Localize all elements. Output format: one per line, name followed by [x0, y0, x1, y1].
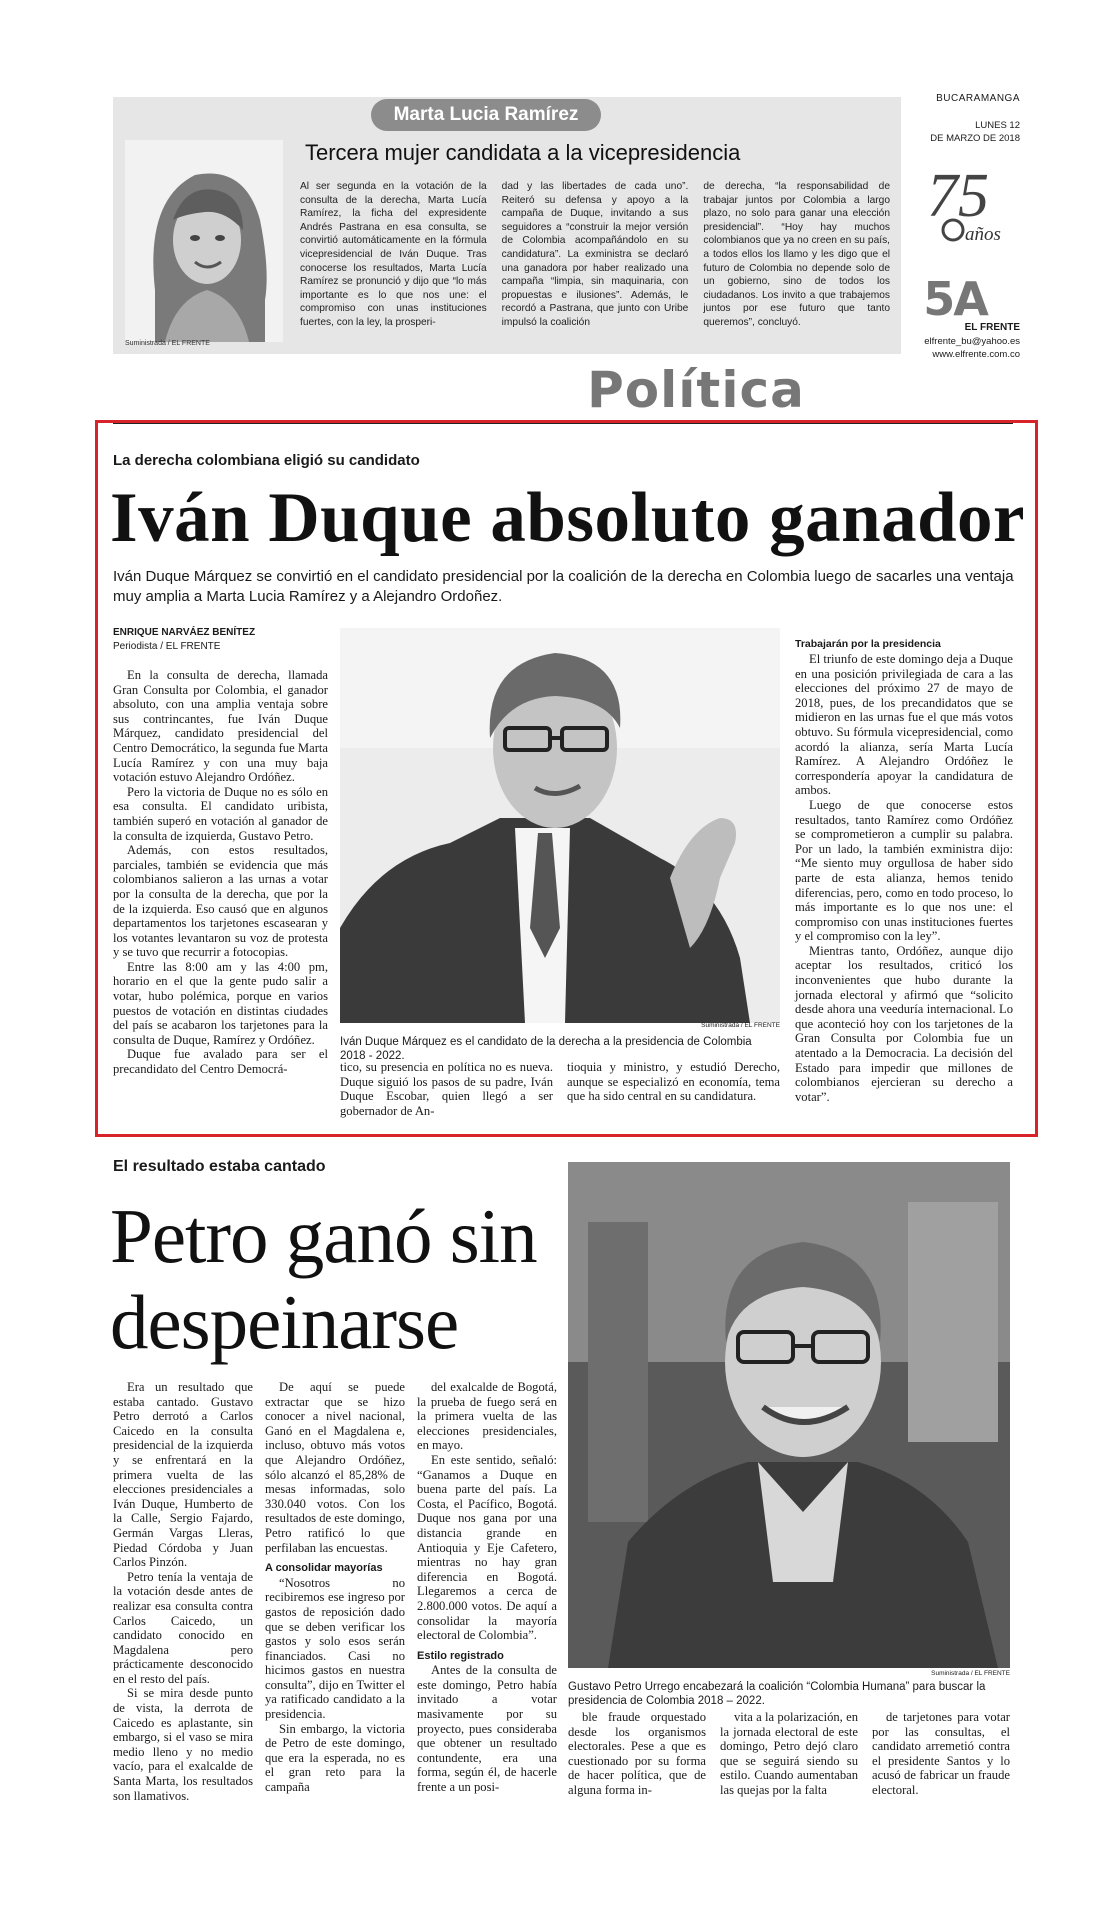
sidebar-name-tag: Marta Lucia Ramírez [371, 99, 601, 131]
paragraph: “Nosotros no recibiremos ese ingreso por gastos de reposición dado que se deben verificar los gastos y solo esos serán financiados. Casi no hicimos gastos en nuestra consulta”, dijo en Twitter el ya ratificado candidato a la presidencia. [265, 1575, 405, 1722]
petro-headline: Petro ganó sin despeinarse [110, 1193, 537, 1365]
masthead-date-day: LUNES 12 [975, 120, 1020, 131]
duque-bottom-columns [340, 1060, 780, 1120]
duque-lead: Iván Duque Márquez se convirtió en el candidato presidencial por la coalición de la derecha en Colombia luego de sacarles una ventaja muy amplia a Marta Lucia Ramírez y a Alejandro Ordoñez. [113, 568, 1014, 605]
page-number: 5A [923, 272, 987, 326]
sidebar-photo-credit: Suministrada / EL FRENTE [125, 340, 210, 347]
paragraph: tioquia y ministro, y estudió Derecho, aunque se especializó en economía, tema que ha sido central en su candidatura. [567, 1060, 780, 1104]
paragraph: tico, su presencia en política no es nueva. Duque siguió los pasos de su padre, Iván Duque Escobar, quien llegó a ser gobernador de An- [340, 1060, 553, 1118]
paragraph: En la consulta de derecha, llamada Gran Consulta por Colombia, el ganador absoluto, con una amplia ventaja sobre sus contrincantes, fue Iván Duque Márquez, candidato presidencial del Centro Democrático, la segunda fue Marta Lucía Ramírez y con una muy baja votación estuvo Alejandro Ordóñez. [113, 668, 328, 785]
sidebar-col-1: Al ser segunda en la votación de la consulta de la derecha, Marta Lucía Ramírez, la ficha del expresidente Andrés Pastrana en esa consulta, se convirtió automáticamente en la fórmula vicepresidencial de Iván Duque. Tras conocerse los resultados, Marta Lucía Ramírez se pronunció y dijo que “lo más importante es lo que nos une: el compromiso con unas instituciones fuertes, con la ley, la prosperi- [300, 181, 487, 328]
petro-subhead-2: Estilo registrado [417, 1649, 504, 1662]
duque-column-4 [795, 652, 1013, 1117]
duque-photo-credit: Suministrada / EL FRENTE [701, 1022, 780, 1029]
sidebar-headline: Tercera mujer candidata a la vicepresidencia [305, 140, 741, 165]
paragraph: Sin embargo, la victoria de Petro de este domingo, que era la esperada, no es el gran reto para la campaña [265, 1721, 405, 1795]
ivan-duque-photo [340, 628, 780, 1023]
paragraph: Mientras tanto, Ordóñez, aunque dijo aceptar los resultados, criticó los inconvenientes que hubo durante la jornada electoral y afirmó que “solicito desde ahora una veeduría internacional. Lo que aconteció hoy con los tarjetones de la Gran Consulta por Colombia fue un atentado a la Democracia. La decisión del Estado para impedir que millones de colombianos ejercieran su derecho a votar”. [795, 943, 1013, 1104]
petro-subhead-1: A consolidar mayorías [265, 1562, 383, 1575]
paragraph: De aquí se puede extractar que se hizo conocer a nivel nacional, Ganó en el Magdalena e, incluso, obtuvo más votos que Alejandro Ordóñez, sólo alcanzó el 85,28% de mesas informadas, solo 330.040 votos. Con los resultados de este domingo, Petro ratificó lo que perfilaban las encuestas. [265, 1380, 405, 1555]
marta-lucia-photo [125, 140, 283, 342]
sidebar-body [300, 180, 890, 345]
petro-photo-caption: Gustavo Petro Urrego encabezará la coalición “Colombia Humana” para buscar la presidencia de Colombia 2018 – 2022. [568, 1681, 986, 1707]
paper-website: www.elfrente.com.co [932, 349, 1020, 360]
gustavo-petro-photo [568, 1162, 1010, 1668]
paragraph: En este sentido, señaló: “Ganamos a Duque en buena parte del país. La Costa, el Pacífico, Bogotá. Duque nos gana por una distancia grande en Antioquia y Eje Cafetero, mientras no hay gran diferencia en Bogotá. Llegaremos a cerca de 2.800.000 votos. De aquí a consolidar la mayoría electoral de Colombia”. [417, 1452, 557, 1643]
anniversary-number: 75 [927, 162, 989, 230]
paragraph: Duque fue avalado para ser el precandidato del Centro Democrá- [113, 1047, 328, 1077]
petro-kicker: El resultado estaba cantado [113, 1158, 326, 1175]
masthead-city: BUCARAMANGA [936, 93, 1020, 104]
paper-email: elfrente_bu@yahoo.es [924, 336, 1020, 347]
paragraph: Entre las 8:00 am y las 4:00 pm, horario en el que la gente pudo salir a votar, hubo polémica, porque en varios puestos de votación en distintas ciudades del país se acabaron los tarjetones para la consulta de Duque, Ramírez y Ordóñez. [113, 959, 328, 1047]
petro-bottom-col-2 [720, 1710, 858, 1798]
paragraph: Era un resultado que estaba cantado. Gustavo Petro derrotó a Carlos Caicedo en la consulta presidencial de la izquierda y se enfrentará en la primera vuelta de las elecciones presidenciales a Iván Duque, Humberto de la Calle, Sergio Fajardo, Germán Vargas Lleras, Piedad Córdoba y Juan Carlos Pinzón. [113, 1380, 253, 1570]
paragraph: de tarjetones para votar por las consultas, el candidato arremetió contra el presidente Santos y lo acusó de fabricar un fraude electoral. [872, 1710, 1010, 1797]
petro-column-2 [265, 1380, 405, 1795]
duque-column-1 [113, 668, 328, 1113]
masthead-date-month: DE MARZO DE 2018 [930, 133, 1020, 144]
petro-bottom-col-3 [872, 1710, 1010, 1798]
paragraph: vita a la polarización, en la jornada electoral de este domingo, Petro dejó claro que se seguirá siendo su estilo. Cuando aumentaban las quejas por la falta [720, 1710, 858, 1797]
paragraph: El triunfo de este domingo deja a Duque en una posición privilegiada de cara a las elecciones del próximo 27 de mayo de 2018, pues, de los precandidatos que se midieron en las urnas fue el que más votos obtuvo. Su fórmula vicepresidencial, como acordó la alianza, sería Marta Lucía Ramírez. A Alejandro Ordóñez le correspondería apoyar la candidatura de ambos. [795, 652, 1013, 798]
paragraph: Si se mira desde punto de vista, la derrota de Caicedo es aplastante, sin embargo, si el vaso se mira medio lleno y no medio vacío, para el exalcalde de Santa Marta, los resultados son llamativos. [113, 1686, 253, 1803]
paragraph: Además, con estos resultados, parciales, también se evidencia que más colombianos salieron a las urnas a votar por la consulta de la derecha, que por la de la izquierda. Eso causó que en algunos departamentos los tarjetones escasearan y los votantes levantaron su voz de protesta y se tuvo que recurrir a fotocopias. [113, 843, 328, 960]
anniversary-75-logo [905, 158, 1025, 250]
petro-bottom-col-1 [568, 1710, 706, 1798]
sidebar-col-2: dad y las libertades de cada uno”. Reiteró su defensa y apoyo a la campaña de Duque, invitando a sus seguidores a “construir la mejor versión de Colombia acompañándolo en su candidatura”. La exministra se declaró una ganadora por haber realizado una campaña “limpia, sin maquinaria, con propuestas e ilusiones”. Además, le recordó a Pastrana, que junto con Uribe impulsó la coalición [501, 181, 689, 328]
duque-subhead: Trabajarán por la presidencia [795, 638, 941, 650]
byline-name: ENRIQUE NARVÁEZ BENÍTEZ [113, 627, 256, 638]
paragraph: Pero la victoria de Duque no es sólo en esa consulta. El candidato uribista, también superó en votación al ganador de la consulta de izquierda, Gustavo Petro. [113, 784, 328, 843]
petro-column-3 [417, 1380, 557, 1795]
paragraph: Antes de la consulta de este domingo, Petro había invitado a votar masivamente por su proyecto, pues consideraba que obtener un resultado contundente, era una forma, según él, de hacerle frente a un posi- [417, 1663, 557, 1795]
paragraph: del exalcalde de Bogotá, la prueba de fuego será en la primera vuelta de las elecciones presidenciales, en mayo. [417, 1380, 557, 1453]
byline-role: Periodista / EL FRENTE [113, 641, 221, 652]
sidebar-col-3: de derecha, “la responsabilidad de trabajar juntos por Colombia a largo plazo, no solo para ganar una elección presidencial”. “Hoy hay muchos colombianos que ya no creen en su país, a todos ellos los llamo y les digo que el futuro de Colombia no depende solo de un gobierno, sino de todos los ciudadanos. Los invito a que trabajemos juntos por ese futuro que tanto queremos”, concluyó. [703, 181, 891, 328]
duque-kicker: La derecha colombiana eligió su candidato [113, 452, 420, 469]
duque-headline: Iván Duque absoluto ganador [110, 479, 1026, 557]
paragraph: Petro tenía la ventaja de la votación desde antes de realizar esa consulta contra Carlos Caicedo, un candidato conocido en Magdalena pero prácticamente desconocido en el resto del país. [113, 1569, 253, 1686]
duque-photo-caption: Iván Duque Márquez es el candidato de la derecha a la presidencia de Colombia 2018 - 2022. [340, 1036, 752, 1062]
paragraph: ble fraude orquestado desde los organismos electorales. Pese a que es cuestionado por su forma de hacer política, que de alguna forma in- [568, 1710, 706, 1797]
anniversary-word: años [965, 224, 1001, 245]
petro-photo-credit: Suministrada / EL FRENTE [931, 1670, 1010, 1677]
petro-column-1 [113, 1380, 253, 1803]
paragraph: Luego de que conocerse estos resultados, tanto Ramírez como Ordóñez se comprometieron a cumplir su palabra. Por un lado, la también exministra dijo: “Me siento muy orgullosa de haber sido parte de esta alianza, hemos tenido diferencias, pero, como en todo proceso, lo más importante es lo que nos une: el compromiso con unas instituciones fuertes y el compromiso con la ley”. [795, 797, 1013, 944]
paper-name: EL FRENTE [964, 322, 1020, 333]
section-title: Política [587, 361, 805, 419]
